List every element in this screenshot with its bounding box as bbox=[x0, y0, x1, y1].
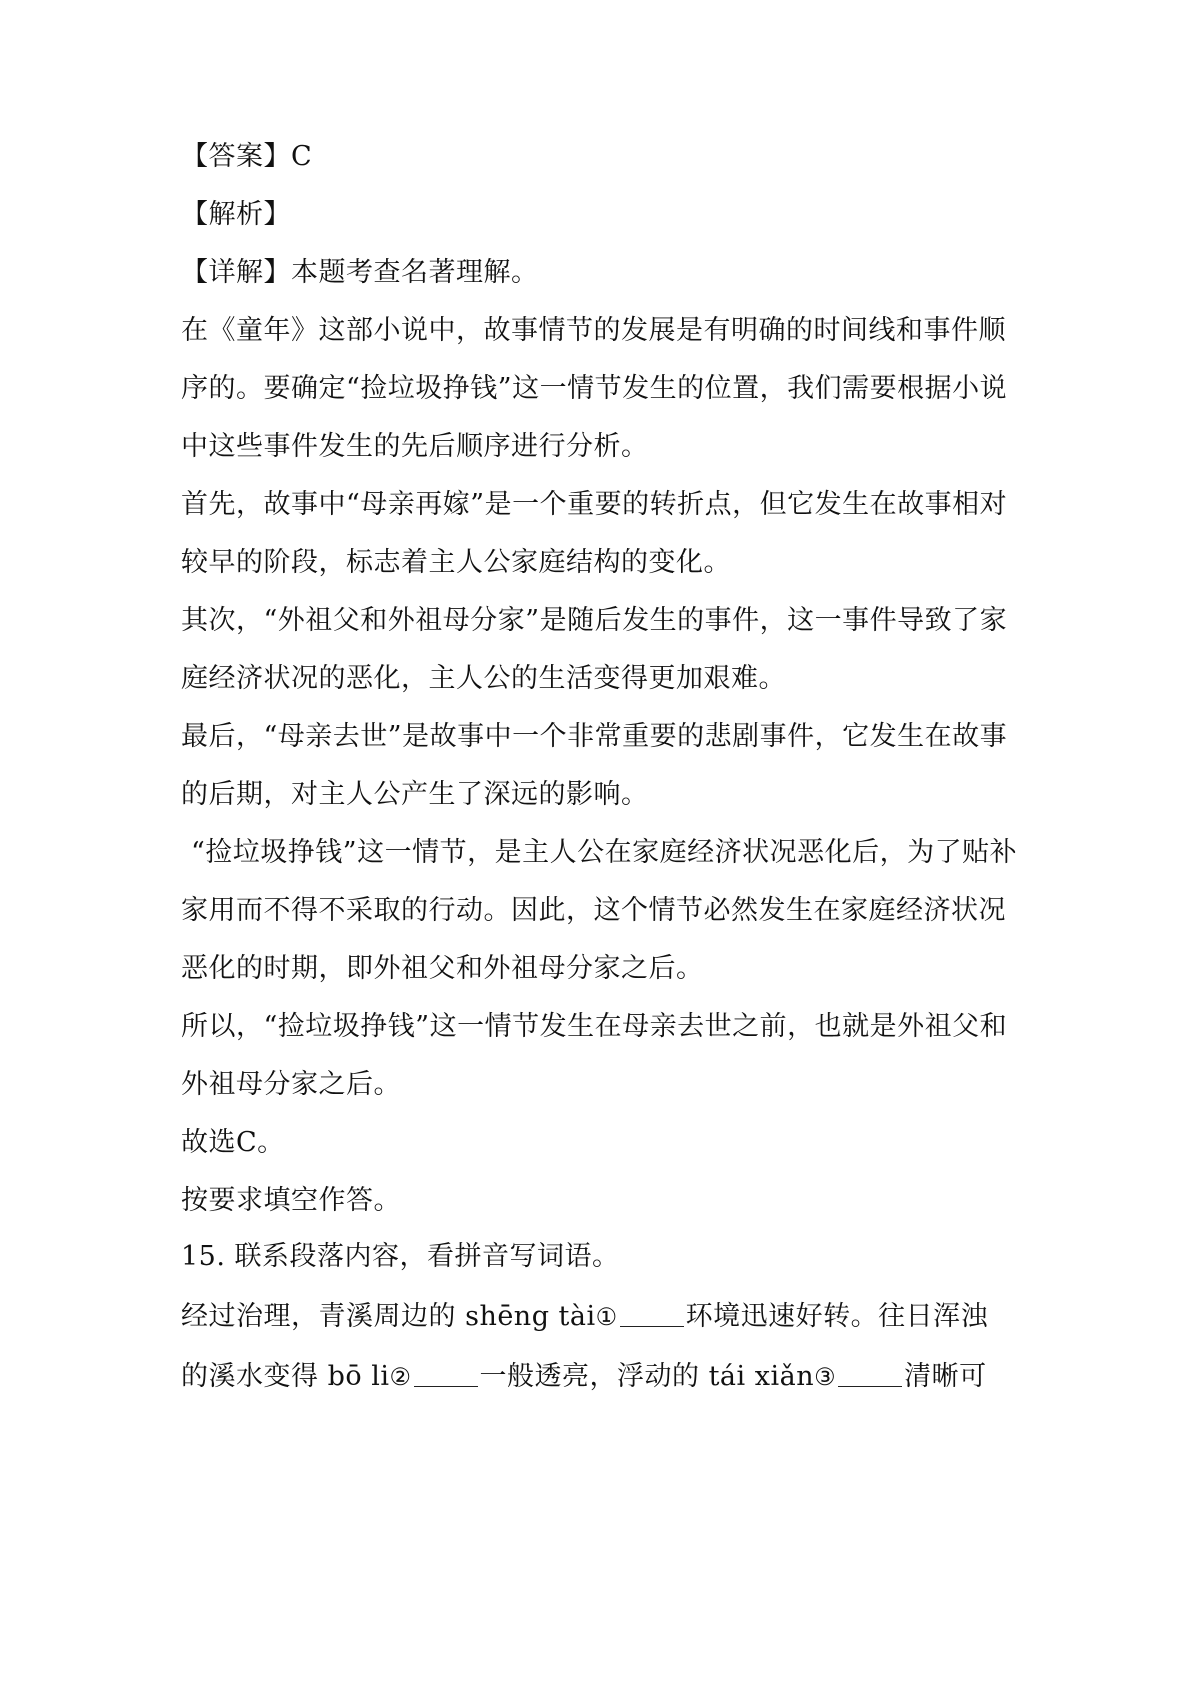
explanation-line: 外祖母分家之后。 bbox=[181, 1069, 401, 1100]
explanation-line: 庭经济状况的恶化，主人公的生活变得更加艰难。 bbox=[181, 663, 786, 694]
answer-blank[interactable] bbox=[838, 1362, 902, 1387]
explanation-line: 按要求填空作答。 bbox=[181, 1185, 401, 1216]
question-text: 的溪水变得 bō li bbox=[181, 1361, 390, 1392]
explanation-line: 恶化的时期，即外祖父和外祖母分家之后。 bbox=[181, 953, 704, 984]
question-text: 环境迅速好转。往日浑浊 bbox=[685, 1301, 989, 1332]
explanation-line: 所以，“捡垃圾挣钱”这一情节发生在母亲去世之前，也就是外祖父和 bbox=[181, 1011, 1008, 1042]
question-text: 经过治理，青溪周边的 shēng tài bbox=[181, 1301, 596, 1332]
blank-marker: ① bbox=[595, 1303, 618, 1331]
explanation-line: 最后，“母亲去世”是故事中一个非常重要的悲剧事件，它发生在故事 bbox=[181, 721, 1008, 752]
question-text: 一般透亮，浮动的 tái xiǎn bbox=[479, 1361, 815, 1392]
explanation-line: 较早的阶段，标志着主人公家庭结构的变化。 bbox=[181, 547, 731, 578]
explanation-line: 家用而不得不采取的行动。因此，这个情节必然发生在家庭经济状况 bbox=[181, 895, 1006, 926]
explanation-line: 故选C。 bbox=[181, 1127, 285, 1158]
explanation-line: 在《童年》这部小说中，故事情节的发展是有明确的时间线和事件顺 bbox=[181, 315, 1006, 346]
explanation-line: 的后期，对主人公产生了深远的影响。 bbox=[181, 779, 649, 810]
answer-blank[interactable] bbox=[414, 1362, 478, 1387]
explanation-line: 序的。要确定“捡垃圾挣钱”这一情节发生的位置，我们需要根据小说 bbox=[181, 373, 1008, 404]
detail-heading: 【详解】本题考查名著理解。 bbox=[181, 257, 539, 288]
answer-label: 【答案】C bbox=[181, 141, 313, 172]
question-line bbox=[181, 1360, 987, 1394]
analysis-heading: 【解析】 bbox=[181, 199, 291, 230]
explanation-line: “捡垃圾挣钱”这一情节，是主人公在家庭经济状况恶化后，为了贴补 bbox=[191, 837, 1018, 868]
explanation-line: 中这些事件发生的先后顺序进行分析。 bbox=[181, 431, 649, 462]
blank-marker: ③ bbox=[814, 1363, 837, 1391]
question-title: 15. 联系段落内容，看拼音写词语。 bbox=[181, 1241, 620, 1272]
blank-marker: ② bbox=[389, 1363, 412, 1391]
explanation-line: 其次，“外祖父和外祖母分家”是随后发生的事件，这一事件导致了家 bbox=[181, 605, 1008, 636]
question-text: 清晰可 bbox=[904, 1361, 987, 1392]
question-line bbox=[181, 1300, 988, 1334]
explanation-line: 首先，故事中“母亲再嫁”是一个重要的转折点，但它发生在故事相对 bbox=[181, 489, 1008, 520]
answer-blank[interactable] bbox=[620, 1302, 684, 1327]
